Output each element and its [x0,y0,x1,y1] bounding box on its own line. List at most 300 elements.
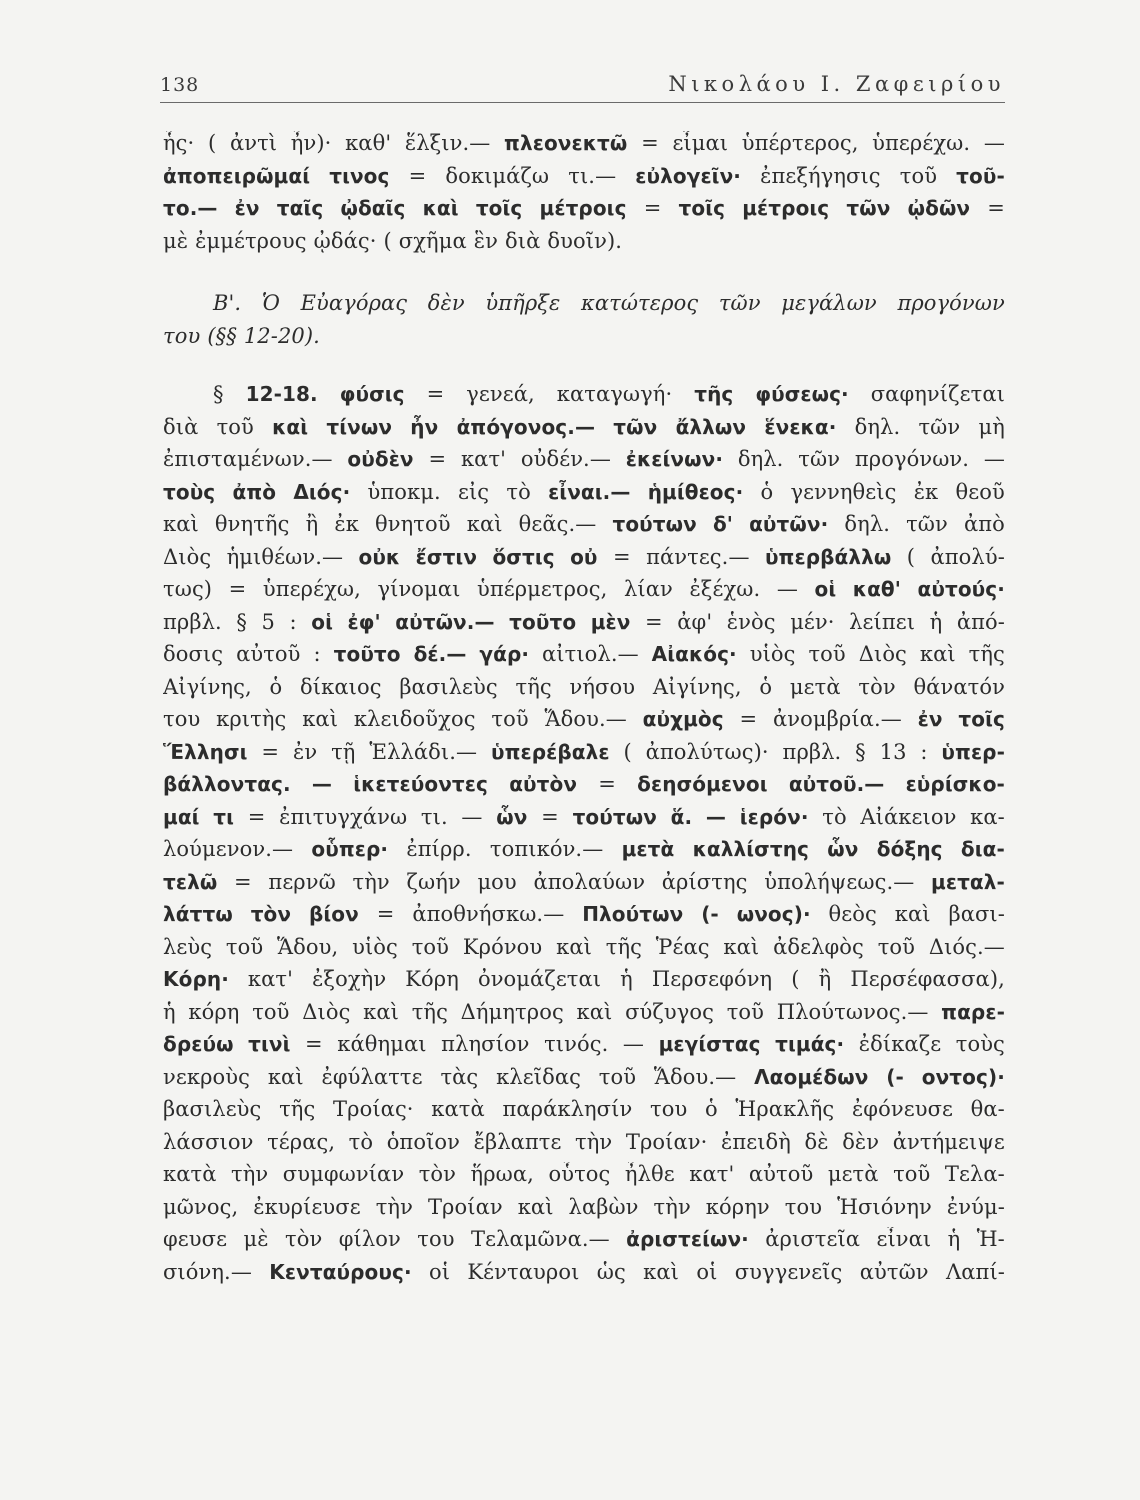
text-line [163,610,1005,643]
lemma-word: Ἕλλησι [163,739,248,764]
word: κάθημαι [337,1032,427,1056]
text-line [163,1065,1005,1098]
word: σαφηνίζεται [870,382,1005,406]
word: μῶνος, [163,1194,239,1219]
lemma-word: ἄλλων [675,414,747,439]
running-head-author: Νικολάου Ι. Ζαφειρίου [668,72,1005,96]
word: = [643,196,662,220]
word: κατὰ [163,1162,217,1186]
word: συμφωνίαν [282,1162,405,1186]
word: τοῦ [216,414,254,439]
word: 5 [261,609,275,634]
word: : [313,642,321,666]
word: καὶ [267,1064,304,1089]
word: — [983,447,1005,471]
word: ἐνύμ- [946,1194,1005,1219]
lemma-word: γάρ· [479,642,530,666]
text-line [163,1260,1005,1293]
text-line [163,967,1005,1000]
word: καὶ [643,1259,680,1284]
word: Τελα- [944,1162,1005,1186]
lemma-word: ὑπερβάλλω [764,544,892,569]
word: του [650,1097,688,1121]
word: τῆς [279,1097,316,1121]
text-line [163,740,1005,773]
word: Τροίαν [427,1194,503,1219]
word: αὐτοῦ [748,1162,814,1186]
word: νήσου [569,674,636,699]
word: διὰ [505,228,541,253]
word: τοῦ [893,1162,931,1186]
word: ἀνομβρία.— [773,707,902,731]
word: θάνατόν [913,674,1005,699]
word: δὲν [842,1129,880,1154]
word: Τροίαν· [625,1129,708,1154]
page-number: 138 [160,74,200,96]
lemma-word: Κόρη· [163,967,229,991]
word: Κένταυροι [467,1259,580,1284]
word: Ἅδου, [277,934,339,959]
text-line [163,545,1005,578]
lemma-word: μαί [163,804,200,829]
word: λεὺς [163,934,213,959]
text-line [163,164,1005,197]
word: Τροίας· [333,1097,414,1121]
word: Περσεφόνη [651,967,773,991]
word: τῆς [515,674,552,699]
word: = [612,544,631,569]
word: ὑπῆρξε [485,291,561,315]
text-line [163,772,1005,805]
word: ᾠδάς· [313,228,377,253]
text-line [163,837,1005,870]
word: ἀντήμειψε [892,1129,1005,1154]
lemma-word: ὧν [496,804,528,829]
word: Περσέφασσα), [850,967,1005,991]
word: δὲν [427,291,465,315]
word: ἦλθε [624,1162,675,1186]
word: καταγωγή· [556,382,673,406]
word: πρβλ. [782,739,842,764]
word: μὴ [978,414,1005,439]
word: οἱ [428,1259,451,1284]
word: τι.— [568,163,617,188]
word: υἱὸς [352,934,398,959]
word: καὶ [302,707,339,731]
lemma-word: δ' [712,512,734,536]
lemma-word: τοὺς [163,479,216,504]
lemma-word: παρε- [941,999,1005,1024]
lemma-word: ὑπερ- [941,739,1005,764]
word: οἱ [696,1259,718,1284]
text-line [163,1162,1005,1195]
word: προγόνων. [854,447,970,471]
lemma-word: αὐτοῦ.— [788,772,885,796]
word: αἰτιολ.— [542,642,639,666]
word: ὑποκμ. [367,479,441,504]
word: Ῥέας [655,934,710,959]
word: τινός. [544,1032,609,1056]
word: θα- [970,1097,1005,1121]
word: τοῦ [877,934,916,959]
word: ( [906,544,916,569]
lemma-word: φύσεως· [755,382,849,406]
word: Αἰάκειον [860,804,957,829]
word: βασιλεὺς [399,674,498,699]
lemma-word: αὐτῶν.— [395,609,495,634]
word: ὑπερέχω. [872,131,971,155]
word: ἡ [163,999,176,1024]
word: του [163,707,201,731]
lemma-word: τινος [329,163,390,188]
word: καὶ [466,512,503,536]
word: τὸν [418,1162,457,1186]
word: τὴν [653,1194,691,1219]
word: λάσσιον [163,1129,254,1154]
section-heading-line [163,291,1005,324]
word: ἡμιθέων.— [226,544,344,569]
word: ζωήν [406,869,461,894]
word: τῇ [331,739,356,764]
word: λαβὼν [568,1194,639,1219]
lemma-word: δεησόμενοι [637,772,768,796]
lemma-word: ᾠδῶν [907,196,971,220]
lemma-word: ἐν [234,196,260,220]
lemma-word: αὐτούς· [917,577,1005,601]
commentary-text [163,131,1005,1292]
lemma-word: — [705,804,727,829]
word: ἐπεξήγησις [760,163,881,188]
word: αὐτοῦ [236,642,301,666]
word: τοῦ [899,163,938,188]
word: λείπει [849,609,916,634]
lemma-word: εὑρίσκο- [905,772,1005,796]
lemma-word: ἀποπειρῶμαί [163,163,311,188]
word: ἐφύλαττε [321,1064,423,1089]
lemma-word: εἶναι.— [548,479,631,504]
word: μετὰ [789,674,841,699]
word: τὸν [284,1227,323,1251]
lemma-word: καλλίστης [692,837,809,861]
lemma-word: μέτροις [539,196,627,220]
lemma-word: ἀριστείων· [626,1227,749,1251]
word: ὁ [705,1097,718,1121]
word: καὶ [363,999,399,1024]
word: Ὁ [261,291,280,315]
lemma-word: δια- [960,837,1005,861]
word: = [247,804,266,829]
word: τοῦ [252,999,290,1024]
word: καὶ [894,902,931,926]
word: τοῦ [411,934,450,959]
word: δηλ. [844,512,891,536]
lemma-word: ὧν [827,837,859,861]
lemma-word: ἦν [410,414,439,439]
lemma-word: δέ.— [413,642,467,666]
lemma-word: δρεύω [163,1032,234,1056]
lemma-word: ἕνεκα· [764,414,837,439]
word: = [305,1032,323,1056]
text-line [163,1032,1005,1065]
word: ὁ [759,674,773,699]
word: τῆς [411,999,448,1024]
lemma-word: αὐτῶν· [749,512,829,536]
word: § [236,609,247,634]
lemma-word: Πλούτων [582,902,684,926]
word: τὰς [440,1064,479,1089]
word: : [920,739,928,764]
word: τὴν [352,869,390,894]
word: μετὰ [827,1162,879,1186]
paragraph-gap [163,356,1005,382]
word: βασι- [948,902,1005,926]
word: = [228,577,247,601]
lemma-word: τίνων [326,414,393,439]
lemma-word: τοῦ- [956,163,1005,188]
word: ἀπολύ- [930,544,1005,569]
word: φευσε [163,1227,228,1251]
lemma-word: τῶν [846,196,891,220]
word: τοὺς [955,1032,1005,1056]
text-line [163,447,1005,480]
word: δυοῖν). [547,228,623,253]
word: καθ' [345,131,392,155]
word: ἦν)· [290,131,332,155]
word: ἐπειδὴ [720,1129,791,1154]
lemma-word: ἐν [917,707,943,731]
word: θνητῆς [214,512,290,536]
word: ( [383,228,392,253]
word: = [376,902,395,926]
word: γίνομαι [377,577,461,601]
text-line [163,131,1005,164]
word: — [461,804,483,829]
word: § [213,382,224,406]
word: Ἡσιόνην [837,1194,932,1219]
lemma-word: οὐ [570,544,598,569]
word: Ἑλλάδι.— [369,739,478,764]
lemma-word: οὗπερ· [311,837,389,861]
word: κόρην [705,1194,770,1219]
word: = [645,609,663,634]
lemma-word: πλεονεκτῶ [504,131,628,155]
word: παράκλησίν [502,1097,633,1121]
word: ὑπολήψεως.— [764,869,915,894]
word: ἐδίκαζε [858,1032,942,1056]
lemma-word: τῶν [613,414,658,439]
word: δηλ. [854,414,901,439]
lemma-word: τῆς [694,382,734,406]
word: — [622,1032,645,1056]
word: = [428,447,447,471]
lemma-word: καθ' [852,577,901,601]
word: τι. [420,804,448,829]
word: ὁ [269,674,283,699]
word: ἀντὶ [229,131,278,155]
word: ἀφ' [677,609,713,634]
word: θεὸς [828,902,877,926]
word: ἑνὸς [726,609,776,634]
word: λίαν [623,577,673,601]
text-line [163,707,1005,740]
word: θεᾶς.— [518,512,597,536]
lemma-word: Διός· [293,479,351,504]
word: υἱὸς [749,642,796,666]
lemma-word: τοῖς [475,196,523,220]
word: : [289,609,297,634]
word: ὀνομάζεται [477,967,602,991]
word: κατὰ [431,1097,485,1121]
lemma-word: ἀπὸ [232,479,277,504]
lemma-word: ἱκετεύοντες [353,772,488,796]
lemma-word: τι [213,804,235,829]
word: Λαπί- [946,1259,1005,1284]
word: συγγενεῖς [734,1259,843,1284]
word: τοῦ [491,707,529,731]
word: ἀπολύτως)· [645,739,769,764]
word: μὲ [243,1227,269,1251]
word: ὡς [596,1259,626,1284]
text-line [163,1130,1005,1163]
lemma-word: τοῖς [958,707,1005,731]
lemma-word: (- [886,1064,904,1089]
word: περνῶ [268,869,336,894]
text-line [163,805,1005,838]
lemma-word: βίον [309,902,359,926]
word: πλησίον [441,1032,530,1056]
word: τοῦ [726,999,765,1024]
word: κόρη [188,999,240,1024]
lemma-word: ἅ. [670,804,693,829]
lemma-word: οἱ [311,609,333,634]
word: Ἡ- [976,1227,1005,1251]
word: κριτὴς [216,707,287,731]
word: = [641,131,659,155]
lemma-word: οὐκ [358,544,401,569]
word: τῶν [798,447,841,471]
word: κλεῖδας [496,1064,581,1089]
running-head [160,72,1005,103]
word: τοῦ [225,934,264,959]
word: — [983,131,1005,155]
word: ὑπερέχω, [262,577,361,601]
word: = [987,196,1005,220]
word: τέρας, [267,1129,336,1154]
word: τὸν [858,674,896,699]
word: Β'. [213,291,242,315]
word: Εὐαγόρας [300,291,408,315]
lemma-word: οὐδὲν [347,447,414,471]
lemma-word: ταῖς [276,196,324,220]
word: μου [477,869,517,894]
word: καὶ [723,934,760,959]
lemma-word: ἐφ' [347,609,381,634]
word: ἧς· [163,131,195,155]
word: θνητοῦ [375,512,451,536]
lemma-word: αὐτὸν [509,772,578,796]
word: τως) [163,577,213,601]
word: ( [207,131,217,155]
word: εἶμαι [672,131,729,155]
text-line [163,196,1005,229]
text-line [163,675,1005,708]
word: μεγάλων [781,291,877,315]
lemma-word: αὐχμὸς [642,707,724,731]
word: ἀπολαύων [533,869,646,894]
lemma-word: Λαομέδων [754,1064,869,1089]
text-line [163,1227,1005,1260]
word: καὶ [556,934,592,959]
word: ἕλξιν.— [404,131,491,155]
word: — [776,577,798,601]
word: = [408,163,427,188]
text-line [163,1097,1005,1130]
word: δηλ. [737,447,784,471]
lemma-word: μεταλ- [931,869,1005,894]
word: = [541,804,559,829]
lemma-word: τιμάς· [775,1032,845,1056]
word: ἐν [292,739,318,764]
word: οὗτος [548,1162,611,1186]
word: ἐμμέτρους [195,228,307,253]
word: ἡ [929,609,943,634]
word: ἔβλαπτε [473,1129,562,1154]
word: ἀδελφὸς [773,934,864,959]
word: τῶν [718,291,761,315]
word: εἶναι [876,1227,932,1251]
lemma-word: μεγίστας [658,1032,761,1056]
word: ἢ [818,967,832,991]
word: του [417,1227,455,1251]
word: τῆς [605,934,642,959]
word: Διὸς [302,999,351,1024]
word: γενεά, [466,382,535,406]
lemma-word: τούτων [572,804,657,829]
word: Αἰγίνης, [163,674,252,699]
word: καὶ [163,512,199,536]
lemma-word: Αἰακός· [651,642,737,666]
word: μέν· [790,609,835,634]
word: διὰ [163,414,199,439]
lemma-word: φύσις [339,382,405,406]
word: τὸ [506,479,531,504]
word: Τελαμῶνα.— [470,1227,610,1251]
word: οὐδέν.— [520,447,611,471]
lemma-word: οἱ [814,577,837,601]
word: ἢ [305,512,319,536]
text-line [163,577,1005,610]
lemma-word: το.— [163,196,218,220]
word: δὲ [804,1129,829,1154]
lemma-word: ἐκείνων· [625,447,724,471]
word: ἐπιτυγχάνω [279,804,408,829]
word: γεννηθεὶς [790,479,897,504]
word: τὸ [348,1129,374,1154]
lemma-word: 12-18. [245,382,318,406]
lemma-word: τούτων [612,512,697,536]
word: ὑπέρτερος, [741,131,859,155]
lemma-word: μετὰ [621,837,675,861]
lemma-word: ᾠδαῖς [340,196,406,220]
text-line [163,480,1005,513]
word: εἰς [457,479,490,504]
lemma-word: ωνος)· [736,902,811,926]
word: ἐκυρίευσε [253,1194,361,1219]
lemma-word: βάλλοντας. [163,772,291,796]
word: = [739,707,758,731]
lemma-word: ὑπερέβαλε [490,739,610,764]
word: Ἅδου.— [544,707,627,731]
